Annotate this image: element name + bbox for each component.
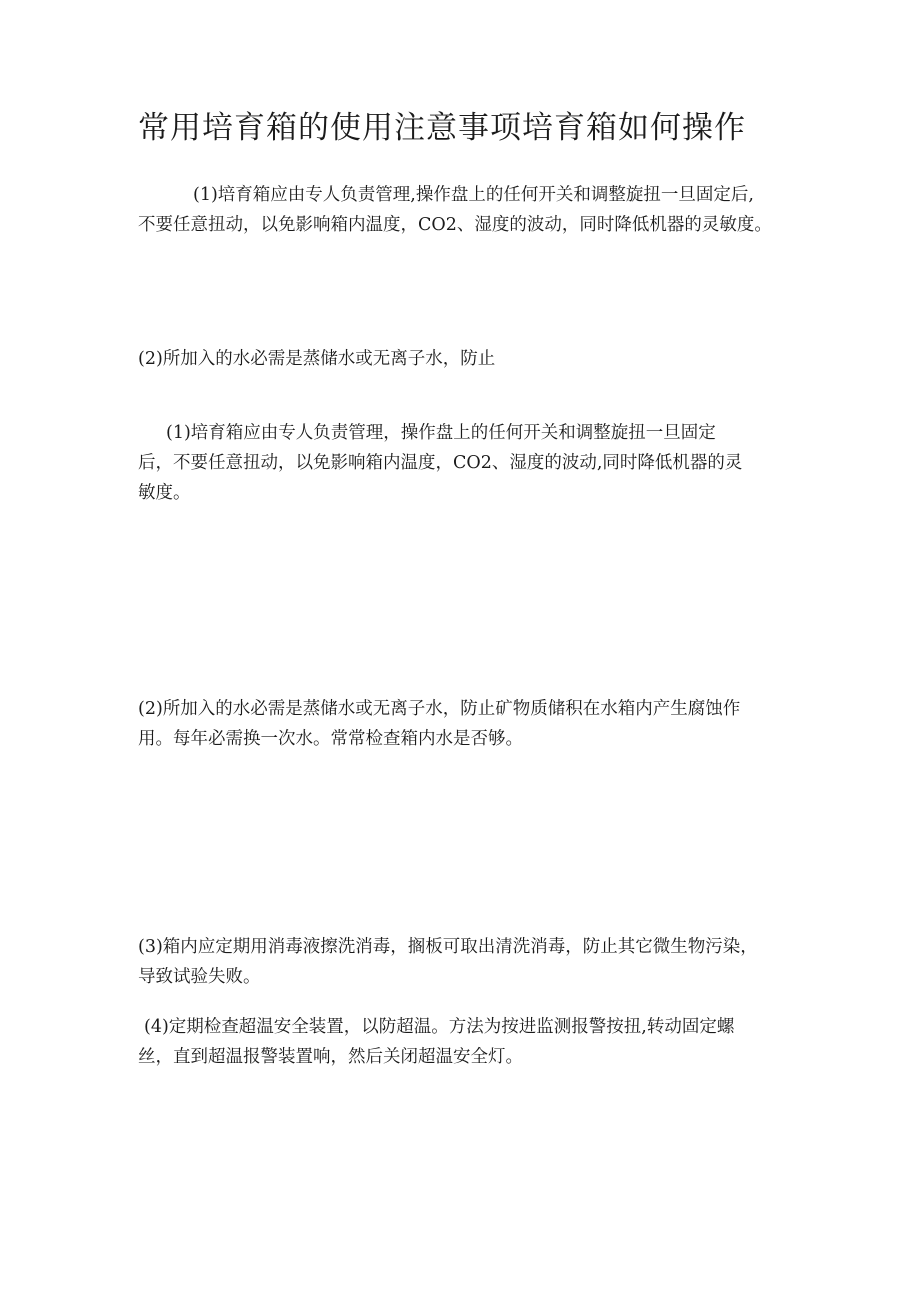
paragraph-line: 不要任意扭动，以免影响箱内温度，CO2、湿度的波动，同时降低机器的灵敏度。 bbox=[138, 215, 772, 235]
paragraph-5 bbox=[138, 932, 818, 992]
paragraph-line: (2)所加入的水必需是蒸储水或无离子水，防止 bbox=[138, 349, 496, 369]
paragraph-1 bbox=[138, 180, 818, 240]
paragraph-3 bbox=[138, 418, 818, 508]
paragraph-line: (1)培育箱应由专人负责管理,操作盘上的任何开关和调整旋扭一旦固定后, bbox=[193, 185, 754, 205]
paragraph-4 bbox=[138, 694, 818, 754]
paragraph-line: (4)定期检查超温安全装置，以防超温。方法为按进监测报警按扭,转动固定螺 bbox=[144, 1017, 735, 1037]
document-title: 常用培育箱的使用注意事项培育箱如何操作 bbox=[138, 110, 746, 146]
paragraph-line: 丝，直到超温报警装置响，然后关闭超温安全灯。 bbox=[138, 1047, 523, 1067]
paragraph-6 bbox=[138, 1012, 818, 1072]
paragraph-line: 后，不要任意扭动，以免影响箱内温度，CO2、湿度的波动,同时降低机器的灵 bbox=[138, 453, 743, 473]
paragraph-line: 用。每年必需换一次水。常常检查箱内水是否够。 bbox=[138, 729, 523, 749]
paragraph-line: (3)箱内应定期用消毒液擦洗消毒，搁板可取出清洗消毒，防止其它微生物污染， bbox=[138, 937, 758, 957]
paragraph-line: (1)培育箱应由专人负责管理，操作盘上的任何开关和调整旋扭一旦固定 bbox=[166, 423, 716, 443]
paragraph-line: (2)所加入的水必需是蒸储水或无离子水，防止矿物质储积在水箱内产生腐蚀作 bbox=[138, 699, 741, 719]
paragraph-line: 导致试验失败。 bbox=[138, 967, 261, 987]
paragraph-line: 敏度。 bbox=[138, 483, 191, 503]
paragraph-2 bbox=[138, 344, 818, 374]
